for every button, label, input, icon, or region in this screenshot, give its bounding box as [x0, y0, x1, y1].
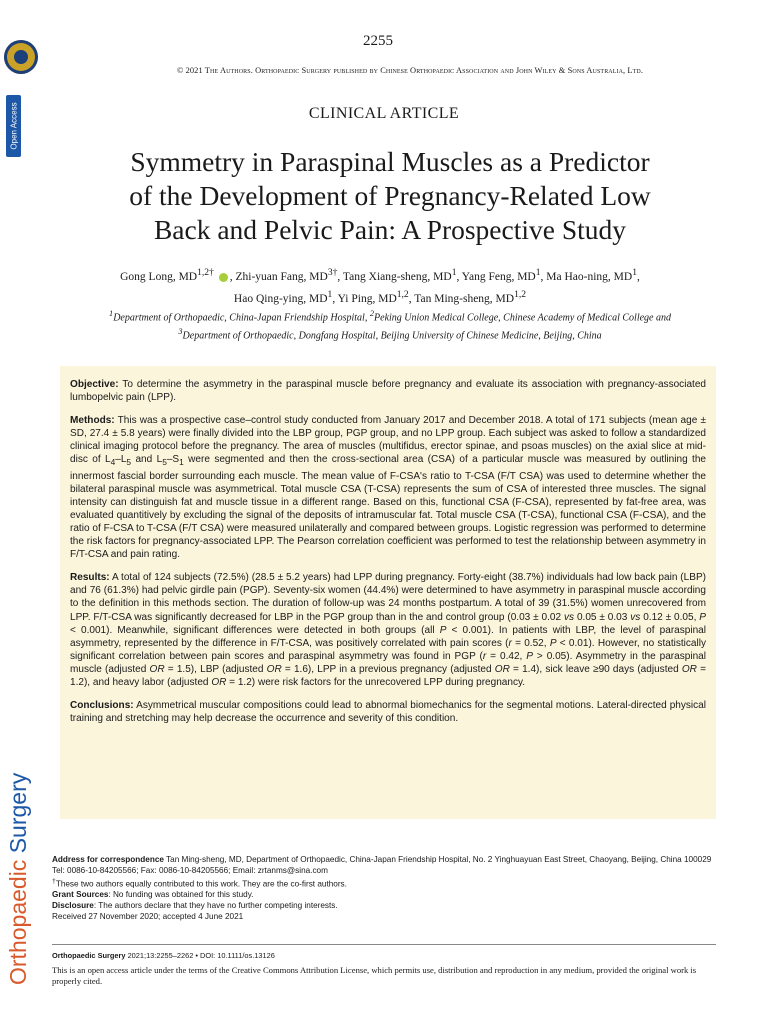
article-type: CLINICAL ARTICLE — [308, 105, 460, 122]
author-name[interactable]: , Ma Hao-ning, MD — [540, 270, 633, 283]
section-text: < 0.001). Meanwhile, significant differences were detected in both groups (all — [70, 624, 440, 636]
disclosure-text: : The authors declare that they have no further competing interests. — [93, 900, 338, 910]
author-affil-marker: 1 — [327, 288, 333, 300]
italic-term: OR — [494, 663, 510, 675]
affil-number: 1 — [109, 309, 114, 318]
italic-term: P — [526, 650, 533, 662]
italic-term: P — [549, 637, 557, 649]
section-text: = 1.4), sick leave ≥90 days (adjusted — [509, 663, 682, 675]
author-affil-marker: 1 — [632, 267, 637, 278]
author-affil-marker: 1 — [535, 267, 541, 278]
abstract-results — [70, 571, 706, 689]
section-text: –S — [166, 454, 180, 466]
section-text: = 1.5), LBP (adjusted — [164, 663, 267, 675]
journal-name-vertical — [4, 773, 32, 985]
section-text: = 0.52, — [511, 637, 550, 649]
italic-term: OR — [211, 676, 227, 688]
section-text: < 0.01). However, no statistically significant correlation between pain scores and paraspinal asymmetry was found in PGP ( — [70, 637, 706, 662]
page-number: 2255 — [363, 33, 393, 49]
journal-rail — [0, 0, 31, 1024]
citation-line — [52, 951, 275, 960]
section-label: Results: — [70, 572, 110, 584]
section-text: > 0.05). Asymmetry in the paraspinal muscle (adjusted — [70, 650, 706, 675]
title-line: Back and Pelvic Pain: A Prospective Study — [153, 214, 627, 245]
section-text: = 0.42, — [486, 650, 527, 662]
italic-term: r — [482, 650, 487, 662]
section-text: and L — [131, 454, 163, 466]
title-line: Symmetry in Paraspinal Muscles as a Predictor — [130, 146, 650, 177]
section-text: = 1.6), LPP in a previous pregnancy (adjusted — [281, 663, 495, 675]
affil-number: 2 — [369, 309, 375, 318]
italic-term: P — [699, 611, 706, 623]
subscript: 5 — [126, 457, 132, 468]
author-name[interactable]: , Tang Xiang-sheng, MD — [337, 270, 452, 283]
italic-term: r — [508, 637, 512, 649]
author-name[interactable]: Gong Long, MD — [120, 270, 198, 283]
disclosure-label: Disclosure — [52, 900, 94, 910]
italic-term: vs — [564, 611, 575, 623]
section-text: were segmented and then the cross-sectional area (CSA) of a particular muscle was measured by outlining the innermost fascial border surrounding each muscle. The mean value of F-CSA's ratio to T-CSA (F/T CSA) was used to determine whether the bilateral paraspinal muscle was asymmetrical. Total muscle CSA (T-CSA) represents the sum of CSA of interested three muscles. The signal intensity can distinguish fat and muscle tissue in a different range. Based on this, functional CSA (F-CSA), represented by fat-free area, was evaluated quantitively by excluding the signal of the deposits of intramuscular fat. Total muscle CSA (T-CSA), functional CSA (F-CSA), and the ratio of F-CSA to T-CSA (F/T CSA) were measured unilaterally and compared between groups. Logistic regression was performed to determine the risk factors for pregnancy-associated LPP. The Pearson correlation coefficient was performed to test the relationship between asymmetry in F/T-CSA and pain rating. — [70, 454, 707, 561]
section-text: –L — [115, 454, 127, 466]
title-line: of the Development of Pregnancy-Related Low — [129, 180, 651, 211]
section-label: Conclusions: — [70, 700, 134, 712]
author-affil-marker: 1,2 — [396, 288, 409, 300]
italic-term: OR — [681, 663, 697, 675]
affiliation-1: Department of Orthopaedic, China-Japan Friendship Hospital, — [113, 312, 370, 324]
citation-details[interactable]: 2021;13:2255–2262 • DOI: 10.1111/os.13126 — [125, 951, 275, 960]
cofirst-text: These two authors equally contributed to this work. They are the co-first authors. — [55, 879, 347, 889]
correspondence-address — [52, 855, 722, 877]
author-name[interactable]: , Zhi-yuan Fang, MD — [229, 270, 328, 283]
author-affil-marker: 1 — [451, 267, 457, 278]
grant-sources — [52, 890, 722, 901]
author-name[interactable]: Hao Qing-ying, MD — [233, 292, 328, 305]
correspondence-block — [52, 855, 722, 923]
section-text: To determine the asymmetry in the paraspinal muscle before pregnancy and evaluate its association with pregnancy-associated lumbopelvic pain (LPP). — [70, 379, 706, 404]
correspondence-text: Tan Ming-sheng, MD, Department of Orthopaedic, China-Japan Friendship Hospital, No. 2 Yinghuayuan East Street, Chaoyang, Beijing, China 100029 Tel: 0086-10-84205566; Fax: 0086-10-84205566; Email: zrtanms@sina.com — [52, 855, 712, 875]
author-separator: , — [637, 270, 640, 283]
subscript: 4 — [110, 457, 116, 468]
copyright-line: © 2021 The Authors. Orthopaedic Surgery published by Chinese Orthopaedic Association and John Wiley & Sons Australia, Ltd. — [176, 66, 644, 75]
orcid-icon[interactable] — [219, 273, 228, 282]
section-text: = 1.2), and heavy labor (adjusted — [70, 663, 706, 688]
correspondence-label: Address for correspondence — [52, 855, 164, 864]
abstract-box — [60, 366, 716, 819]
open-access-label: Open Access — [9, 102, 18, 150]
author-name[interactable]: , Yang Feng, MD — [456, 270, 536, 283]
subscript: 1 — [179, 457, 184, 468]
footer-divider — [52, 944, 716, 945]
section-text: 0.05 ± 0.03 — [574, 611, 631, 623]
section-text: < 0.001). In patients with LBP, the level of paraspinal asymmetry, represented by the difference in F/T-CSA, was positively correlated with pain scores ( — [70, 624, 706, 649]
abstract-methods — [70, 414, 706, 561]
italic-term: OR — [149, 663, 165, 675]
author-affil-marker: 3† — [327, 267, 338, 278]
section-text: Asymmetrical muscular compositions could lead to abnormal biomechanics for the segmental motions. Lateral-directed physical training and stretching may help decrease the occurrence and severity of this condition. — [70, 700, 706, 725]
journal-word-1: Orthopaedic — [5, 859, 31, 985]
section-text: = 1.2) were risk factors for the unrecovered LPP during pregnancy. — [226, 676, 526, 688]
grant-text: : No funding was obtained for this study. — [108, 890, 254, 900]
subscript: 5 — [162, 457, 167, 468]
author-name[interactable]: , Tan Ming-sheng, MD — [408, 292, 515, 305]
disclosure — [52, 901, 722, 912]
author-list — [60, 264, 700, 308]
cofirst-note — [52, 877, 722, 891]
grant-label: Grant Sources — [52, 890, 109, 900]
section-text: 0.12 ± 0.05, — [640, 611, 700, 623]
received-dates: Received 27 November 2020; accepted 4 June 2021 — [52, 911, 244, 921]
abstract-objective — [70, 378, 706, 404]
author-name[interactable]: , Yi Ping, MD — [332, 292, 397, 305]
affiliation-3: Department of Orthopaedic, Dongfang Hospital, Beijing University of Chinese Medicine, Beijing, China — [182, 330, 602, 342]
journal-word-2: Surgery — [5, 772, 31, 854]
citation-journal: Orthopaedic Surgery — [52, 951, 126, 960]
italic-term: OR — [266, 663, 282, 675]
abstract-conclusions — [70, 699, 706, 725]
affiliations — [40, 307, 740, 344]
dagger-marker: † — [52, 877, 56, 885]
license-text: This is an open access article under the terms of the Creative Commons Attribution License, which permits use, distribution and reproduction in any medium, provided the original work is properly cited. — [52, 965, 697, 986]
affiliation-2: Peking Union Medical College, Chinese Academy of Medical College and — [374, 312, 671, 324]
society-logo-icon — [4, 40, 38, 74]
affil-number: 3 — [178, 327, 183, 337]
italic-term: vs — [630, 611, 641, 623]
section-text: A total of 124 subjects (72.5%) (28.5 ± 5.2 years) had LPP during pregnancy. Forty-eight (38.7%) individuals had low back pain (LBP) and 76 (61.3%) had pelvic girdle pain (PGP). Seventy-six women (44.4%) were determined to have asymmetry in paraspinal muscle according to the definition in this methods section. The duration of follow-up was 24 months postpartum. A total of 39 (31.5%) women unrecovered from LPP. F/T-CSA was significantly decreased for LBP in the PGP group than in the and control group (0.03 ± 0.02 — [70, 572, 706, 623]
section-label: Objective: — [70, 379, 119, 390]
section-label: Methods: — [70, 415, 115, 427]
section-text: This was a prospective case–control study conducted from January 2017 and December 2018. A total of 171 subjects (mean age ± SD, 27.4 ± 5.8 years) were finally divided into the LBP group, PGP group, and no LPP group. Each subject was asked to follow a standardized clinical imaging protocol before the pregnancy. The area of muscles (multifidus, erector spinae, and psoas muscles) on the axial slice at mid-disc of L — [70, 415, 706, 466]
author-affil-marker: 1,2† — [197, 267, 214, 278]
italic-term: P — [439, 624, 447, 636]
article-title — [40, 145, 740, 247]
author-affil-marker: 1,2 — [514, 288, 527, 300]
